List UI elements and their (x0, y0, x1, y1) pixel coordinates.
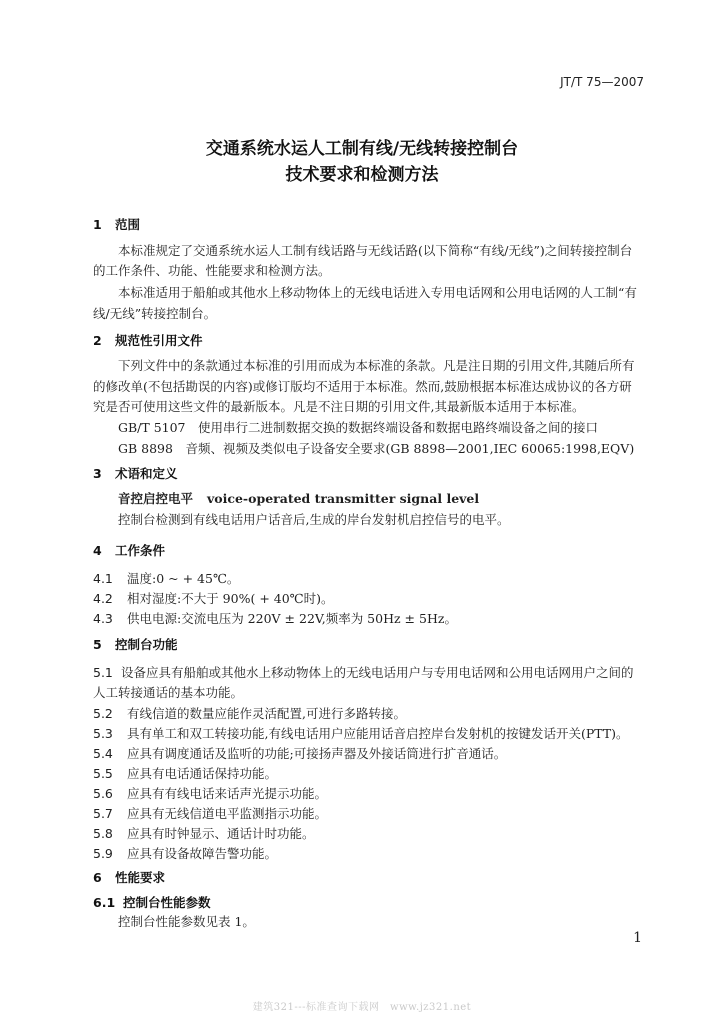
section-1-heading: 1 范围 (93, 217, 141, 232)
s1-para2-line2: 线/无线”转接控制台。 (93, 306, 217, 321)
clause-5-7: 5.7 应具有无线信道电平监测指示功能。 (93, 806, 328, 821)
clause-4-3: 4.3 供电电源:交流电压为 220V ± 22V,频率为 50Hz ± 5Hz。 (93, 611, 457, 626)
clause-5-5: 5.5 应具有电话通话保持功能。 (93, 766, 278, 781)
clause-5-9: 5.9 应具有设备故障告警功能。 (93, 846, 278, 861)
section-4-heading: 4 工作条件 (93, 543, 166, 558)
s2-reference-1: GB/T 5107 使用串行二进制数据交换的数据终端设备和数据电路终端设备之间的接口 (118, 420, 599, 435)
section-3-heading: 3 术语和定义 (93, 466, 178, 481)
document-title-line2: 技术要求和检测方法 (285, 165, 439, 185)
standard-code: JT/T 75—2007 (560, 75, 644, 89)
section-5-heading: 5 控制台功能 (93, 637, 178, 652)
clause-5-1-line2: 人工转接通话的基本功能。 (93, 685, 244, 700)
term-definition: 控制台检测到有线电话用户话音后,生成的岸台发射机启控信号的电平。 (118, 512, 510, 527)
s2-reference-2: GB 8898 音频、视频及类似电子设备安全要求(GB 8898—2001,IEC 60065:1998,EQV) (118, 441, 635, 456)
term-english: voice-operated transmitter signal level (207, 491, 480, 506)
s6-1-text: 控制台性能参数见表 1。 (118, 914, 255, 929)
s1-para1-line1: 本标准规定了交通系统水运人工制有线话路与无线话路(以下简称“有线/无线”)之间转接控制台 (118, 243, 633, 258)
s1-para1-line2: 的工作条件、功能、性能要求和检测方法。 (93, 263, 331, 278)
s2-para1-line2: 的修改单(不包括勘误的内容)或修订版均不适用于本标准。然而,鼓励根据本标准达成协议的各方研 (93, 379, 632, 394)
s2-para1-line1: 下列文件中的条款通过本标准的引用而成为本标准的条款。凡是注日期的引用文件,其随后所有 (118, 358, 635, 373)
s2-para1-line3: 究是否可使用这些文件的最新版本。凡是不注日期的引用文件,其最新版本适用于本标准。 (93, 399, 585, 414)
section-6-heading: 6 性能要求 (93, 870, 166, 885)
section-2-heading: 2 规范性引用文件 (93, 333, 203, 348)
subsection-6-1-heading: 6.1 控制台性能参数 (93, 895, 211, 910)
clause-5-4: 5.4 应具有调度通话及监听的功能;可接扬声器及外接话筒进行扩音通话。 (93, 746, 507, 761)
term-entry (118, 490, 479, 507)
watermark: 建筑321---标准查询下载网 www.jz321.net (252, 1002, 472, 1013)
clause-4-1: 4.1 温度:0 ~ + 45℃。 (93, 571, 240, 586)
term-chinese: 音控启控电平 (118, 491, 194, 506)
document-title-line1: 交通系统水运人工制有线/无线转接控制台 (205, 139, 519, 159)
clause-5-1: 5.1 设备应具有船舶或其他水上移动物体上的无线电话用户与专用电话网和公用电话网用户之间的 (93, 665, 634, 680)
clause-4-2: 4.2 相对湿度:不大于 90%( + 40℃时)。 (93, 591, 334, 606)
s1-para2-line1: 本标准适用于船舶或其他水上移动物体上的无线电话进入专用电话网和公用电话网的人工制“有 (118, 285, 637, 300)
clause-5-6: 5.6 应具有有线电话来话声光提示功能。 (93, 786, 328, 801)
clause-5-2: 5.2 有线信道的数量应能作灵活配置,可进行多路转接。 (93, 706, 406, 721)
clause-5-3: 5.3 具有单工和双工转接功能,有线电话用户应能用话音启控岸台发射机的按键发话开关(PTT)。 (93, 726, 629, 741)
clause-5-8: 5.8 应具有时钟显示、通话计时功能。 (93, 826, 315, 841)
page-number: 1 (633, 930, 642, 946)
